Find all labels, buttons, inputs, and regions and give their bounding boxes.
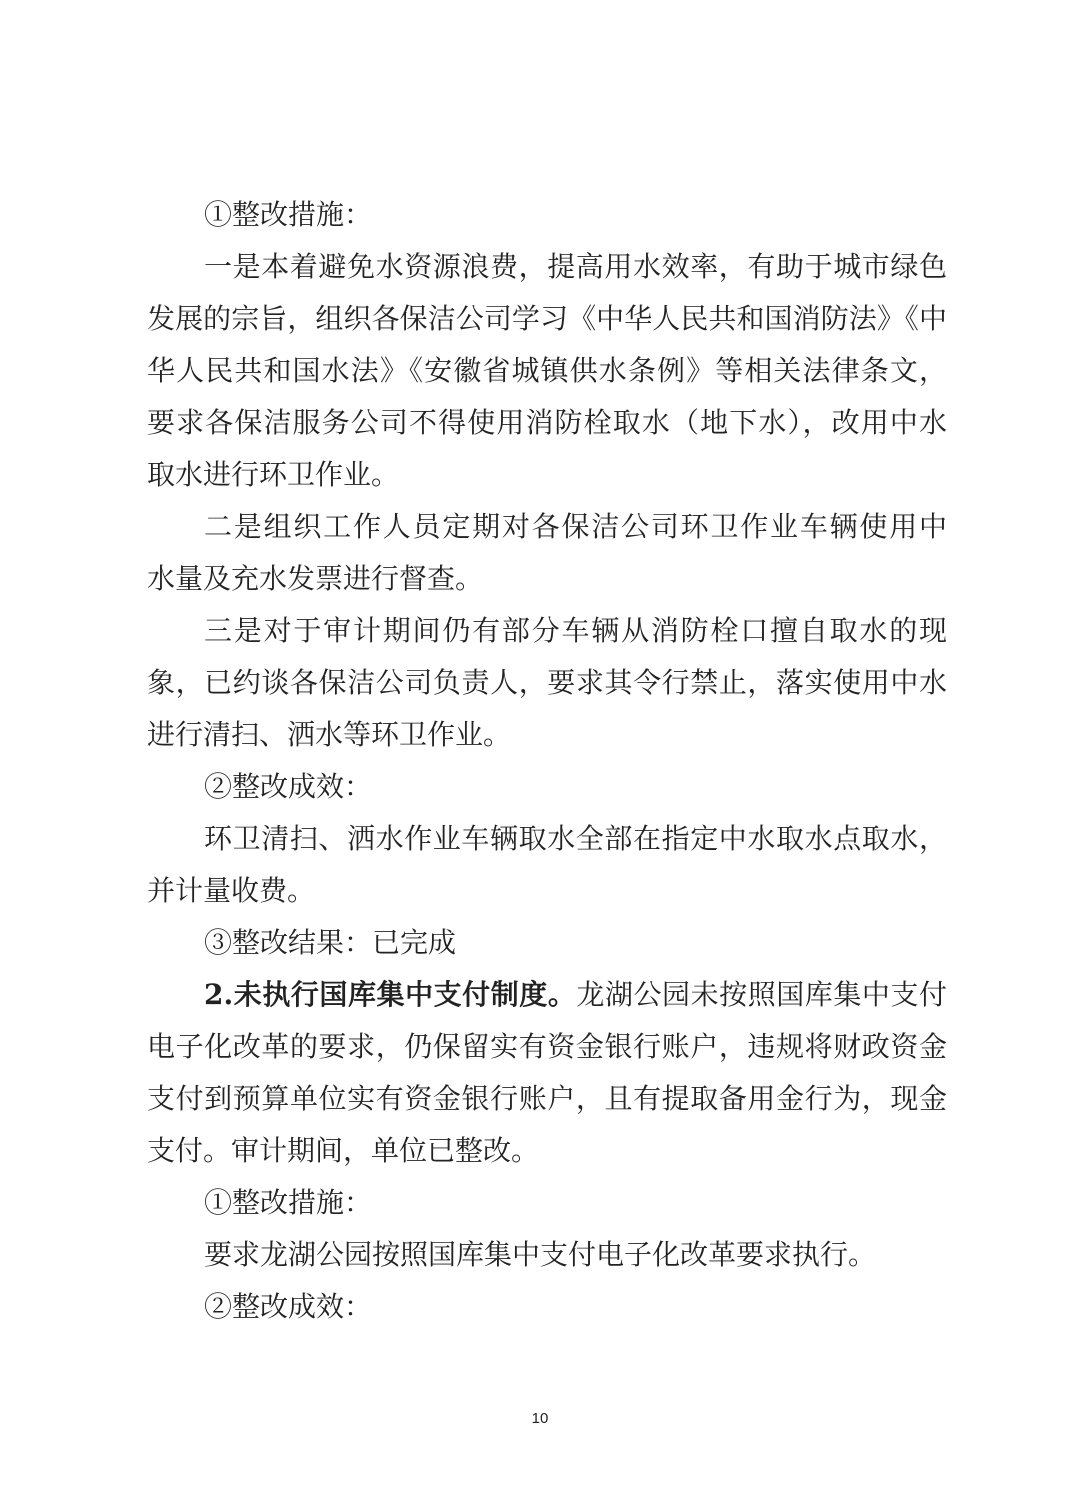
paragraph-line: 支付。审计期间，单位已整改。 (147, 1134, 540, 1167)
paragraph-line: 象，已约谈各保洁公司负责人，要求其令行禁止，落实使用中水 (147, 666, 947, 699)
paragraph-line: 要求龙湖公园按照国库集中支付电子化改革要求执行。 (204, 1238, 877, 1271)
paragraph-line: 要求各保洁服务公司不得使用消防栓取水（地下水），改用中水 (147, 406, 947, 439)
section-2-title: 2.未执行国库集中支付制度。 (204, 978, 577, 1011)
heading-rectification-effect: ②整改成效： (204, 770, 373, 803)
paragraph-line: 电子化改革的要求，仍保留实有资金银行账户，违规将财政资金 (147, 1030, 947, 1063)
paragraph-line: 发展的宗旨，组织各保洁公司学习《中华人民共和国消防法》《中 (147, 302, 947, 335)
paragraph-line: 支付到预算单位实有资金银行账户，且有提取备用金行为，现金 (147, 1082, 947, 1115)
heading-rectification-effect: ②整改成效： (204, 1290, 373, 1323)
paragraph-line: 并计量收费。 (147, 874, 316, 907)
heading-rectification-measures: ①整改措施： (204, 1186, 373, 1219)
section-2-intro: 龙湖公园未按照国库集中支付 (576, 978, 947, 1011)
paragraph-line: 环卫清扫、洒水作业车辆取水全部在指定中水取水点取水， (204, 822, 947, 855)
page-number: 10 (531, 1410, 549, 1427)
paragraph-line: 取水进行环卫作业。 (147, 458, 400, 491)
paragraph-line: 华人民共和国水法》《安徽省城镇供水条例》等相关法律条文， (147, 354, 947, 387)
paragraph-line: 水量及充水发票进行督查。 (147, 562, 484, 595)
section-2-first-line (204, 975, 947, 1015)
paragraph-line: 三是对于审计期间仍有部分车辆从消防栓口擅自取水的现 (204, 614, 947, 647)
heading-rectification-result: ③整改结果：已完成 (204, 926, 457, 959)
heading-rectification-measures: ①整改措施： (204, 198, 373, 231)
paragraph-line: 一是本着避免水资源浪费，提高用水效率，有助于城市绿色 (204, 250, 947, 283)
paragraph-line: 进行清扫、洒水等环卫作业。 (147, 718, 512, 751)
paragraph-line: 二是组织工作人员定期对各保洁公司环卫作业车辆使用中 (204, 510, 947, 543)
